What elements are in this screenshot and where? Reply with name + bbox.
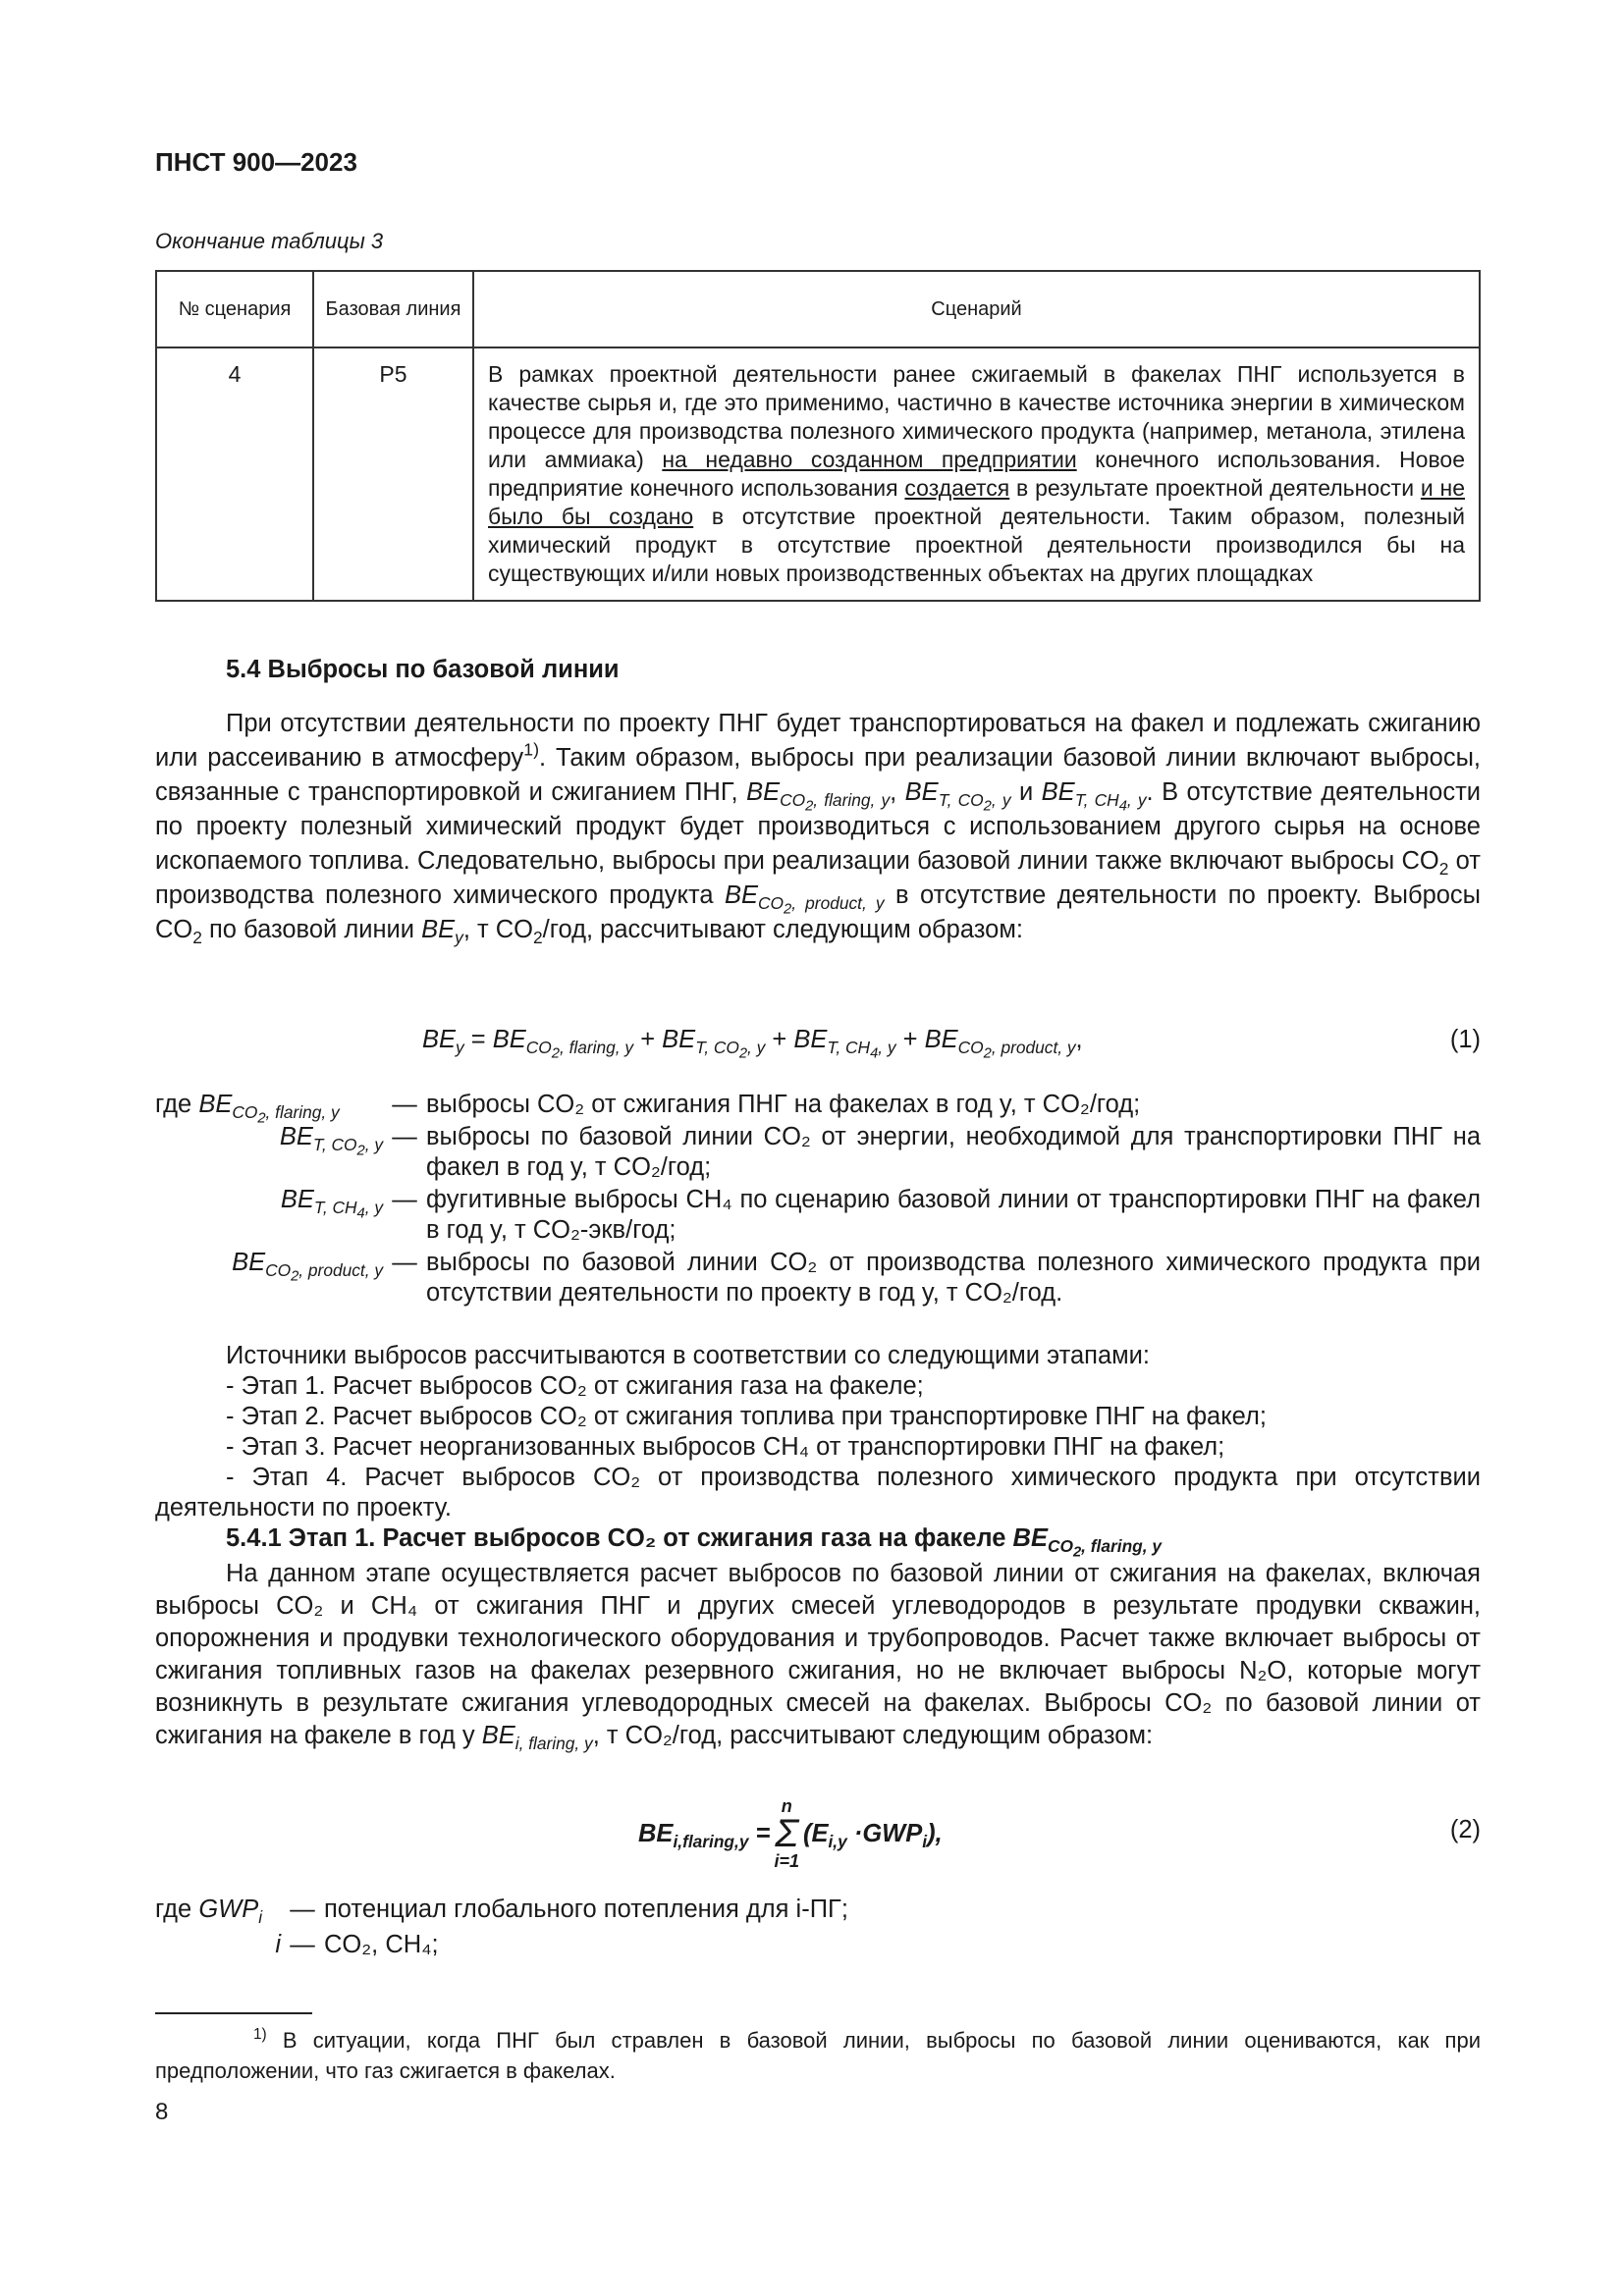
- equation-2-body: $BE_{i,flaring,y}$ = n Σ i=1 $(E_{i,y} \cdot GWP_i)$,: [638, 1796, 943, 1871]
- section-5-4-paragraph: При отсутствии деятельности по проекту ПНГ будет транспортироваться на факел и подлежать сжиганию или рассеиванию в атмосферу$^{1)}$. Таким образом, выбросы при реализации базовой линии включают выбросы, связанные с транспортировкой и сжиганием ПНГ, $BE_{CO_2, flaring, y}$, $BE_{T, CO_2, y}$ и $BE_{T, CH_4, y}$. В отсутствие деятельности по проекту полезный химический продукт будет производиться с использованием другого сырья на основе ископаемого топлива. Следовательно, выбросы при реализации базовой линии также включают выбросы $CO_2$ от производства полезного химического продукта $BE_{CO_2, product, y}$ в отсутствие деятельности по проекту. Выбросы $CO_2$ по базовой линии $BE_y$, т $CO_2$/год, рассчитывают следующим образом:: [155, 710, 1482, 948]
- section-5-4-title: 5.4 Выбросы по базовой линии: [226, 656, 620, 683]
- section-5-4-1-title: 5.4.1 Этап 1. Расчет выбросов CO₂ от сжигания газа на факеле $BE_{CO_2, flaring, y}$: [226, 1524, 1162, 1561]
- underlined-phrase: создается: [904, 475, 1010, 501]
- table-caption: Окончание таблицы 3: [155, 229, 384, 253]
- list-item: - Этап 2. Расчет выбросов CO₂ от сжигания топлива при транспортировке ПНГ на факел;: [226, 1403, 1267, 1430]
- footnote-separator: [155, 2012, 312, 2014]
- page-number: 8: [155, 2099, 169, 2125]
- list-item: - Этап 3. Расчет неорганизованных выбросов CH₄ от транспортировки ПНГ на факел;: [226, 1433, 1225, 1461]
- definition-row: где $GWP_i$ — потенциал глобального потепления для i-ПГ;: [155, 1896, 848, 1928]
- equation-1-definitions: [155, 1090, 1481, 1310]
- equation-2: [155, 1794, 1481, 1873]
- underlined-phrase: и не было бы создано: [488, 475, 1466, 529]
- table-header-row: [156, 271, 1480, 347]
- cell-baseline: P5: [313, 347, 473, 601]
- sum-symbol: n Σ i=1: [774, 1796, 799, 1871]
- definition-row: $BE_{T, CO_2, y}$ — выбросы по базовой линии CO₂ от энергии, необходимой для транспортировки ПНГ на факел в год y, т CO₂/год;: [279, 1123, 1481, 1181]
- underlined-phrase: на недавно созданном предприятии: [662, 447, 1077, 472]
- footnote-ref: 1): [523, 739, 540, 760]
- steps-intro: Источники выбросов рассчитываются в соответствии со следующими этапами:: [226, 1342, 1150, 1369]
- section-5-4-1-paragraph: На данном этапе осуществляется расчет выбросов по базовой линии от сжигания на факелах, включая выбросы CO₂ и CH₄ от сжигания ПНГ и других смесей углеводородов в результате продувки скважин, опорожнения и продувки технологического оборудования и трубопроводов. Расчет также включает выбросы от сжигания топливных газов на факелах резервного сжигания, но не включает выбросы N₂O, которые могут возникнуть в результате сжигания углеводородных смесей на факелах. Выбросы CO₂ по базовой линии от сжигания на факеле в год y $BE_{i, flaring, y}$, т CO₂/год, рассчитывают следующим образом:: [155, 1560, 1481, 1754]
- table-row: [156, 347, 1480, 601]
- col-header-scenario: Сценарий: [473, 271, 1480, 347]
- col-header-baseline: Базовая линия: [313, 271, 473, 347]
- definition-row: $BE_{CO_2, product, y}$ — выбросы по базовой линии CO₂ от производства полезного химического продукта при отсутствии деятельности по проекту в год y, т CO₂/год.: [232, 1249, 1481, 1307]
- equation-2-number: (2): [1449, 1816, 1481, 1843]
- doc-header: ПНСТ 900—2023: [155, 147, 357, 177]
- definition-row: i — CO₂, CH₄;: [275, 1931, 439, 1958]
- definition-row: $BE_{T, CH_4, y}$ — фугитивные выбросы CH₄ по сценарию базовой линии от транспортировки ПНГ на факел в год y, т CO₂-экв/год;: [280, 1186, 1481, 1244]
- equation-1-number: (1): [1449, 1026, 1481, 1053]
- cell-scenario: В рамках проектной деятельности ранее сжигаемый в факелах ПНГ используется в качестве сырья и, где это применимо, частично в качестве источника энергии в химическом процессе для производства полезного химического продукта (например, метанола, этилена или аммиака) на недавно созданном предприятии конечного использования. Новое предприятие конечного использования создается в результате проектной деятельности и не было бы создано в отсутствие проектной деятельности. Таким образом, полезный химический продукт в отсутствие проектной деятельности производился бы на существующих и/или новых производственных объектах на других площадках: [473, 347, 1480, 601]
- table-3: [155, 270, 1481, 602]
- equation-1-body: $BE_y = BE_{CO_2, flaring, y} + BE_{T, CO_2, y} + BE_{T, CH_4, y} + BE_{CO_2, product, y}$,: [422, 1026, 1083, 1062]
- cell-number: 4: [156, 347, 313, 601]
- list-item: - Этап 1. Расчет выбросов CO₂ от сжигания газа на факеле;: [226, 1372, 924, 1400]
- footnote: $^{1)}$ В ситуации, когда ПНГ был стравлен в базовой линии, выбросы по базовой линии оцениваются, как при предположении, что газ сжигается в факелах.: [155, 2025, 1481, 2083]
- list-item: - Этап 4. Расчет выбросов CO₂ от производства полезного химического продукта при отсутствии деятельности по проекту.: [155, 1464, 1481, 1522]
- definition-row: где $BE_{CO_2, flaring, y}$ — выбросы CO₂ от сжигания ПНГ на факелах в год y, т CO₂/год;: [155, 1091, 1141, 1127]
- col-header-number: № сценария: [156, 271, 313, 347]
- equation-2-definitions: [155, 1893, 1481, 1963]
- steps-list: [155, 1341, 1481, 1523]
